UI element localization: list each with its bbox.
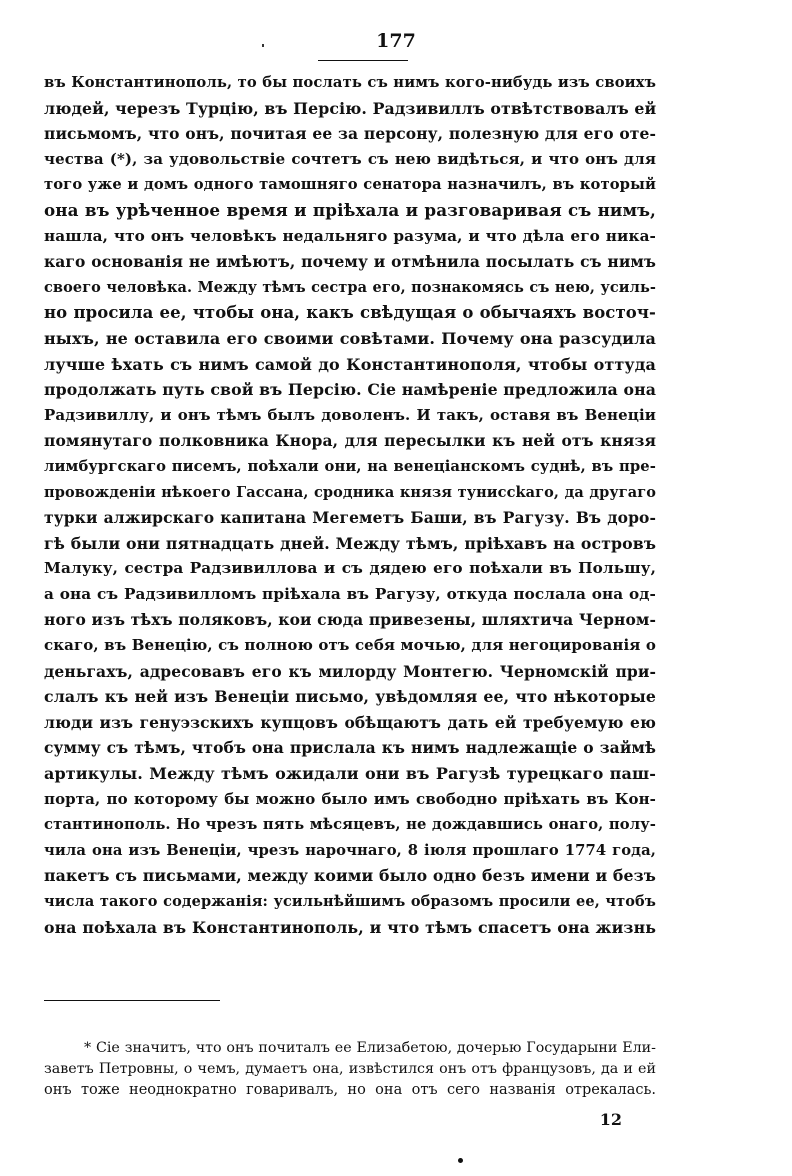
footnote-separator bbox=[44, 1000, 220, 1001]
text-line: а она съ Радзивилломъ пріѣхала въ Рагузу, откуда послала она од- bbox=[44, 584, 656, 603]
text-line: ного изъ тѣхъ поляковъ, кои сюда привезены, шляхтича Черном- bbox=[44, 610, 656, 630]
footnote-line: заветъ Петровны, о чемъ, думаетъ она, извѣстился онъ отъ французовъ, да и ей bbox=[44, 1061, 656, 1077]
text-line: порта, по которому бы можно было имъ свободно пріѣхать въ Кон- bbox=[44, 789, 656, 808]
text-line: ныхъ, не оставила его своими совѣтами. Почему она разсудила bbox=[44, 328, 656, 348]
page-number: 177 bbox=[376, 30, 416, 52]
page-number-rule bbox=[318, 60, 408, 61]
text-line: турки алжирскаго капитана Мегеметъ Баши, въ Рагузу. Въ доро- bbox=[44, 508, 656, 528]
footnote bbox=[44, 1038, 656, 1101]
text-line: слалъ къ ней изъ Венеціи письмо, увѣдомляя ее, что нѣкоторые bbox=[44, 687, 656, 707]
text-line: числа такого содержанія: усильнѣйшимъ образомъ просили ее, чтобъ bbox=[44, 893, 656, 910]
text-line: провожденіи нѣкоего Гассана, сродника князя туниссkaго, да другаго bbox=[44, 483, 656, 501]
footnote-line: онъ тоже неоднократно говаривалъ, но она отъ сего названія отрекалась. bbox=[44, 1082, 656, 1098]
text-line: продолжать путь свой въ Персію. Сіе намѣреніе предложила она bbox=[44, 380, 656, 400]
text-line: скаго, въ Венецію, съ полною отъ себя мочью, для негоцированія о bbox=[44, 636, 656, 655]
text-line: въ Константинополь, то бы послать съ нимъ кого-нибудь изъ своихъ bbox=[44, 74, 656, 91]
text-line: чила она изъ Венеціи, чрезъ нарочнаго, 8 іюля прошлаго 1774 года, bbox=[44, 841, 656, 859]
text-line: Малуку, сестра Радзивиллова и съ дядею его поѣхали въ Польшу, bbox=[44, 559, 656, 578]
text-line: стантинополь. Но чрезъ пять мѣсяцевъ, не дождавшись онаго, полу- bbox=[44, 816, 656, 834]
text-line: своего человѣка. Между тѣмъ сестра его, познакомясь съ нею, усиль- bbox=[44, 278, 656, 296]
text-line: она поѣхала въ Константинополь, и что тѣмъ спасетъ она жизнь bbox=[44, 917, 656, 937]
text-line: лучше ѣхать съ нимъ самой до Константинополя, чтобы оттуда bbox=[44, 354, 656, 374]
text-line: но просила ее, чтобы она, какъ свѣдущая о обычаяхъ восточ- bbox=[44, 303, 656, 323]
text-line: нашла, что онъ человѣкъ недальняго разума, и что дѣла его никa- bbox=[44, 226, 656, 245]
text-line: деньгахъ, адресовавъ его къ милорду Монтегю. Черномскій при- bbox=[44, 661, 656, 681]
text-line: пакетъ съ письмами, между коими было одно безъ имени и безъ bbox=[44, 866, 656, 886]
text-line: лимбургскаго писемъ, поѣхали они, на венеціанскомъ суднѣ, въ пре- bbox=[44, 457, 656, 475]
text-line: письмомъ, что онъ, почитая ее за персону, полезную для его оте- bbox=[44, 124, 656, 144]
text-line: люди изъ генуэзскихъ купцовъ обѣщаютъ дать ей требуемую ею bbox=[44, 712, 656, 732]
text-line: сумму съ тѣмъ, чтобъ она прислала къ нимъ надлежащіе о займѣ bbox=[44, 738, 656, 758]
text-line: того уже и домъ одного тамошняго сенатора назначилъ, въ который bbox=[44, 176, 656, 194]
text-line: людей, черезъ Турцію, въ Персію. Радзивиллъ отвѣтствовалъ ей bbox=[44, 98, 657, 118]
text-line: она въ урѣченное время и пріѣхала и разговаривая съ нимъ, bbox=[44, 199, 656, 220]
text-line: каго основанія не имѣютъ, почему и отмѣнила посылать съ нимъ bbox=[44, 252, 656, 272]
footnote-line: * Сіе значитъ, что онъ почиталъ ее Елизабетою, дочерью Государыни Ели- bbox=[84, 1040, 656, 1056]
text-line: чества (*), за удовольствіе сочтетъ съ нею видѣться, и что онъ для bbox=[44, 149, 656, 168]
signature-mark: 12 bbox=[599, 1110, 622, 1129]
body-text bbox=[44, 70, 656, 940]
print-dot bbox=[458, 1158, 463, 1163]
text-line: Радзивиллу, и онъ тѣмъ былъ доволенъ. И такъ, оставя въ Венеціи bbox=[44, 405, 656, 424]
text-line: артикулы. Между тѣмъ ожидали они въ Рагузѣ турецкаго паш- bbox=[44, 764, 656, 784]
text-line: гѣ были они пятнадцать дней. Между тѣмъ, пріѣхавъ на островъ bbox=[44, 533, 656, 553]
text-line: помянутаго полковника Кнора, для пересылки къ ней отъ князя bbox=[44, 431, 656, 451]
